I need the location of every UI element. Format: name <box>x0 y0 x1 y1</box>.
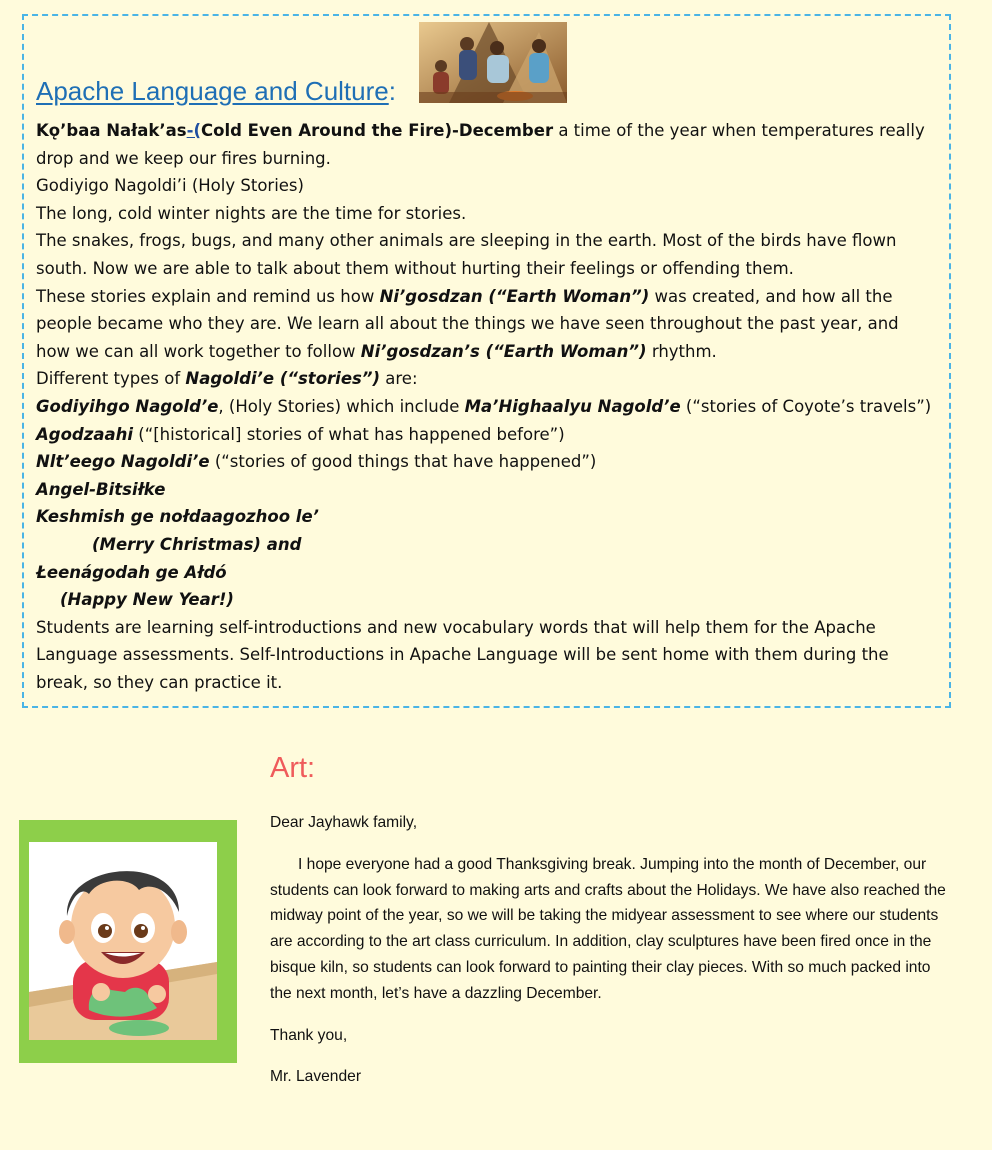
letter-body: I hope everyone had a good Thanksgiving break. Jumping into the month of December, our students can look forward to making arts and crafts about the Holidays. We have also reached the midway point of the year, so we will be taking the midyear assessment to see where our students are according to the art class curriculum. In addition, clay sculptures have been fired once in the bisque kiln, so students can look forward to painting their clay pieces. With so much packed into the next month, let’s have a dazzling December. <box>270 855 946 1002</box>
month-name: Kǫ’baa Nałak’as <box>36 121 187 140</box>
types-text-a: Different types of <box>36 369 186 389</box>
students-paragraph: Students are learning self-introductions and new vocabulary words that will help them for the Apache Language assessments. Self-Introductions in Apache Language will be sent home with them during the break, so they can practice it. <box>36 617 889 692</box>
nlteego-term: Nlt’eego Nagoldi’e <box>36 452 210 472</box>
art-letter <box>270 810 950 1090</box>
agodzaahi-line <box>36 421 926 449</box>
types-line <box>36 365 926 393</box>
art-image <box>29 842 217 1040</box>
explain-text-a: These stories explain and remind us how <box>36 286 380 306</box>
merry-christmas-line: (Merry Christmas) and <box>92 534 302 554</box>
boy-with-clay-illustration <box>29 842 217 1040</box>
greeting: Dear Jayhawk family, <box>270 814 418 831</box>
culture-text <box>36 117 932 696</box>
culture-title[interactable]: Apache Language and Culture <box>36 76 389 106</box>
explain-text-c: was created, and how all the people became who they are. We learn all about the things we have seen throughout the past year, and how we can all work together to follow <box>36 286 899 361</box>
month-desc: a time of the year when temperatures really drop and we keep our fires burning. <box>36 121 925 168</box>
nlteego-text: (“stories of good things that have happened”) <box>209 452 597 472</box>
art-image-frame <box>19 820 237 1063</box>
earth-woman-rhythm-term: Ni’gosdzan’s (“Earth Woman”) <box>360 341 647 361</box>
nlteego-line <box>36 448 926 476</box>
month-dash[interactable]: -( <box>186 121 202 140</box>
leenagodah-line: Łeenágodah ge Ałdó <box>36 562 227 582</box>
earth-woman-term: Ni’gosdzan (“Earth Woman”) <box>379 286 650 306</box>
animals-paragraph: The snakes, frogs, bugs, and many other animals are sleeping in the earth. Most of the birds have flown south. Now we are able to talk about them without hurting their feelings or offending them. <box>36 231 897 278</box>
explain-text-e: rhythm. <box>646 341 717 361</box>
coyote-term: Ma’Highaalyu Nagold’e <box>464 396 681 416</box>
culture-title-row <box>36 76 396 107</box>
agodzaahi-term: Agodzaahi <box>36 424 134 444</box>
agodzaahi-text: (“[historical] stories of what has happened before”) <box>133 424 565 444</box>
angel-line: Angel-Bitsiłke <box>36 479 166 499</box>
types-text-c: are: <box>380 369 418 389</box>
stories-term: Nagoldi’e (“stories”) <box>185 369 381 389</box>
happy-new-year-line: (Happy New Year!) <box>60 590 234 610</box>
holy-stories-line: Godiyigo Nagoldi’i (Holy Stories) <box>36 176 304 196</box>
month-paragraph <box>36 117 926 172</box>
godiyihgo-line <box>36 393 932 421</box>
storytelling-illustration <box>419 22 567 103</box>
art-title: Art: <box>270 752 316 784</box>
storytelling-image <box>419 22 567 103</box>
explain-paragraph <box>36 283 926 366</box>
coyote-text: (“stories of Coyote’s travels”) <box>680 396 932 416</box>
godiyihgo-term: Godiyihgo Nagold’e <box>36 396 219 416</box>
closing: Thank you, <box>270 1026 348 1044</box>
culture-title-colon: : <box>388 76 396 106</box>
winter-line: The long, cold winter nights are the time for stories. <box>36 203 467 223</box>
month-desc-bold: Cold Even Around the Fire)-December <box>201 121 554 140</box>
keshmish-line: Keshmish ge nołdaagozhoo le’ <box>36 507 319 527</box>
godiyihgo-text: , (Holy Stories) which include <box>218 396 465 416</box>
signature: Mr. Lavender <box>270 1068 362 1086</box>
